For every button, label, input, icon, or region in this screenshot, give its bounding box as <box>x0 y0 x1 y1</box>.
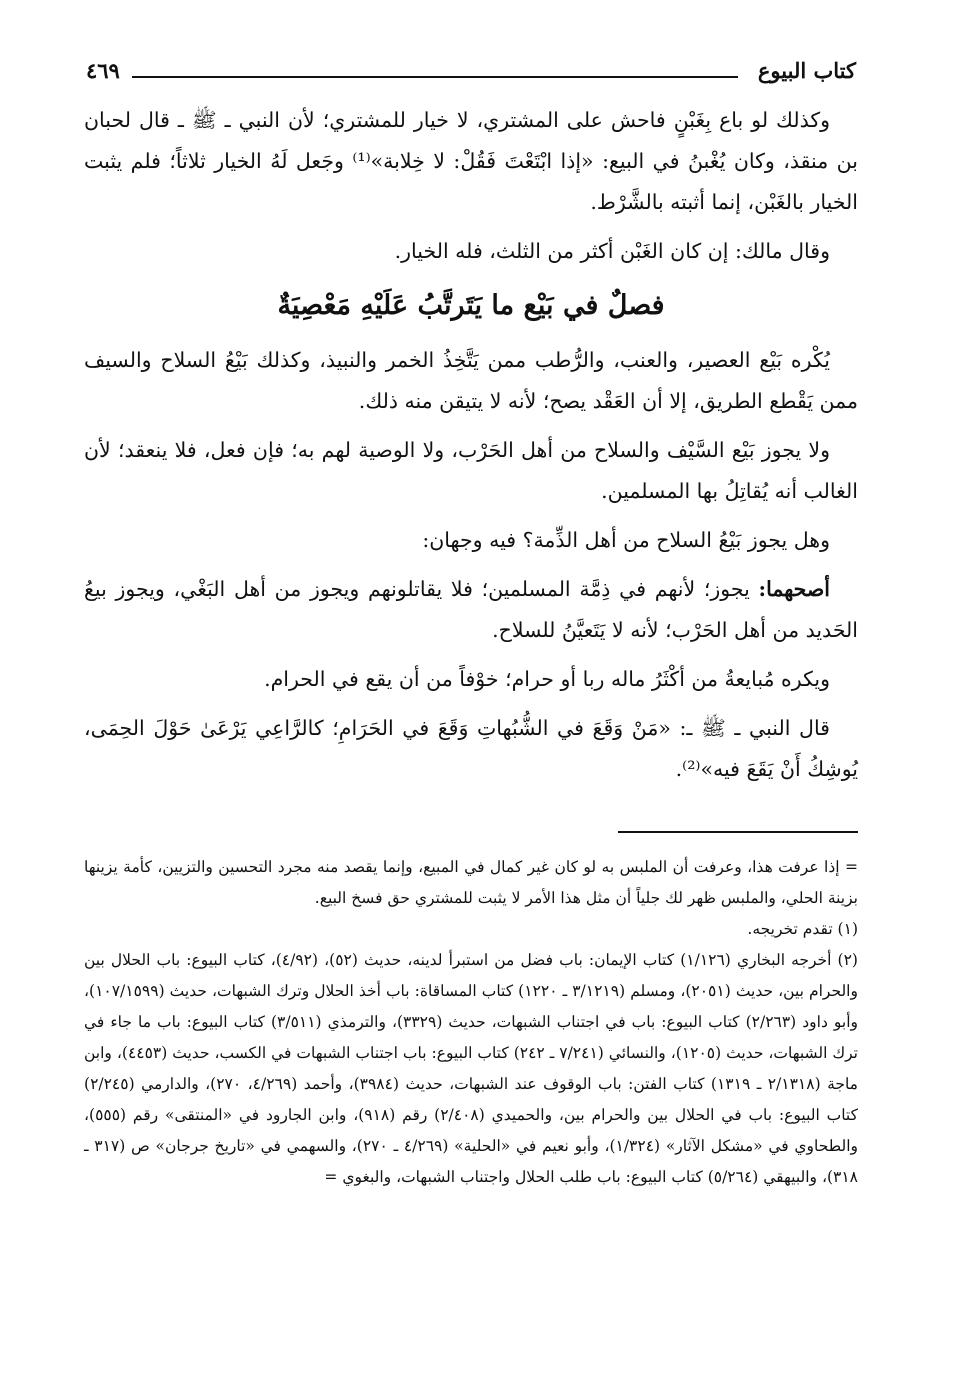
paragraph-hadith: قال النبي ـ ﷺ ـ: «مَنْ وَقَعَ في الشُّبُهاتِ وَقَعَ في الحَرَامِ؛ كالرَّاعِي يَرْعَىٰ حَوْلَ الحِمَى، يُوشِكُ أَنْ يَقَعَ فيه»⁽²⁾. <box>84 716 858 781</box>
paragraph-weapons-harb: ولا يجوز بَيْع السَّيْف والسلاح من أهل الحَرْب، ولا الوصية لهم به؛ فإن فعل، فلا ينعقد؛ لأن الغالب أنه يُقاتِلُ بها المسلمين. <box>84 438 858 503</box>
header-rule <box>132 76 738 78</box>
running-title: كتاب البيوع <box>757 58 856 83</box>
footnote-1: (١) تقدم تخريجه. <box>747 920 858 938</box>
footnote-separator <box>618 831 858 833</box>
page-number: ٤٦٩ <box>86 58 120 83</box>
page-header <box>86 56 856 96</box>
paragraph-malik: وقال مالك: إن كان الغَبْن أكثر من الثلث، فله الخيار. <box>394 239 830 263</box>
paragraph-dhimma-question: وهل يجوز بَيْعُ السلاح من أهل الذِّمة؟ فيه وجهان: <box>422 528 830 552</box>
paragraph-ghabn: وكذلك لو باع بِغَبْنٍ فاحش على المشتري، لا خيار للمشتري؛ لأن النبي ـ ﷺ ـ قال لحبان بن منقذ، وكان يُغْبنُ في البيع: «إذا ابْتَعْتَ فَقُلْ: لا خِلابة»⁽¹⁾ وجَعل لَهُ الخيار ثلاثاً؛ فلم يثبت الخيار بالغَبْن، إنما أثبته بالشَّرْط. <box>84 108 858 214</box>
section-heading: فصلٌ في بَيْع ما يَتَرتَّبُ عَلَيْهِ مَعْصِيَةٌ <box>277 290 665 321</box>
paragraph-most-correct <box>84 569 858 651</box>
footnote-2: (٢) أخرجه البخاري (١/١٢٦) كتاب الإيمان: باب فضل من استبرأ لدينه، حديث (٥٢)، (٤/٩٢)، كتاب البيوع: باب الحلال بين والحرام بين، حديث (٢٠٥١)، ومسلم (٣/١٢١٩ ـ ١٢٢٠) كتاب المساقاة: باب أخذ الحلال وترك الشبهات، حديث (١٠٧/١٥٩٩)، وأبو داود (٢/٢٦٣) كتاب البيوع: باب في اجتناب الشبهات، حديث (٣٣٢٩)، والترمذي (٣/٥١١) كتاب البيوع: باب ما جاء في ترك الشبهات، حديث (١٢٠٥)، والنسائي (٧/٢٤١ ـ ٢٤٢) كتاب البيوع: باب اجتناب الشبهات في الكسب، حديث (٤٤٥٣)، وابن ماجة (٢/١٣١٨ ـ ١٣١٩) كتاب الفتن: باب الوقوف عند الشبهات، حديث (٣٩٨٤)، وأحمد (٤/٢٦٩، ٢٧٠)، والدارمي (٢/٢٤٥) كتاب البيوع: باب في الحلال بين والحرام بين، والحميدي (٢/٤٠٨) رقم (٩١٨)، وابن الجارود في «المنتقى» رقم (٥٥٥)، والطحاوي في «مشكل الآثار» (١/٣٢٤)، وأبو نعيم في «الحلية» (٤/٢٦٩ ـ ٢٧٠)، والسهمي في «تاريخ جرجان» ص (٣١٧ ـ ٣١٨)، والبيهقي (٥/٢٦٤) كتاب البيوع: باب طلب الحلال واجتناب الشبهات، والبغوي = <box>84 951 858 1186</box>
paragraph-lead-rest: يجوز؛ لأنهم في ذِمَّة المسلمين؛ فلا يقاتلونهم ويجوز من أهل البَغْي، ويجوز بيعُ الحَديد من أهل الحَرْب؛ لأنه لا يَتَعيَّنُ للسلاح. <box>84 577 858 642</box>
paragraph-riba: ويكره مُبايعةُ من أكْثَرُ ماله ربا أو حرام؛ خوْفاً من أن يقع في الحرام. <box>264 667 830 691</box>
footnote-continuation: = إذا عرفت هذا، وعرفت أن الملبس به لو كان غير كمال في المبيع، وإنما يقصد منه مجرد التحسين والتزيين، كأمة يزينها بزينة الحلي، والملبس ظهر لك جلياً أن مثل هذا الأمر لا يثبت للمشتري حق فسخ البيع. <box>84 858 858 907</box>
main-text <box>84 100 858 798</box>
paragraph-lead-term: أصحهما: <box>758 577 830 601</box>
paragraph-juice-sale: يُكْره بَيْع العصير، والعنب، والرُّطب ممن يَتَّخِذُ الخمر والنبيذ، وكذلك بَيْعُ السلاح والسيف ممن يَقْطع الطريق، إلا أن العَقْد يصح؛ لأنه لا يتيقن منه ذلك. <box>84 348 858 413</box>
footnotes <box>84 852 858 1193</box>
